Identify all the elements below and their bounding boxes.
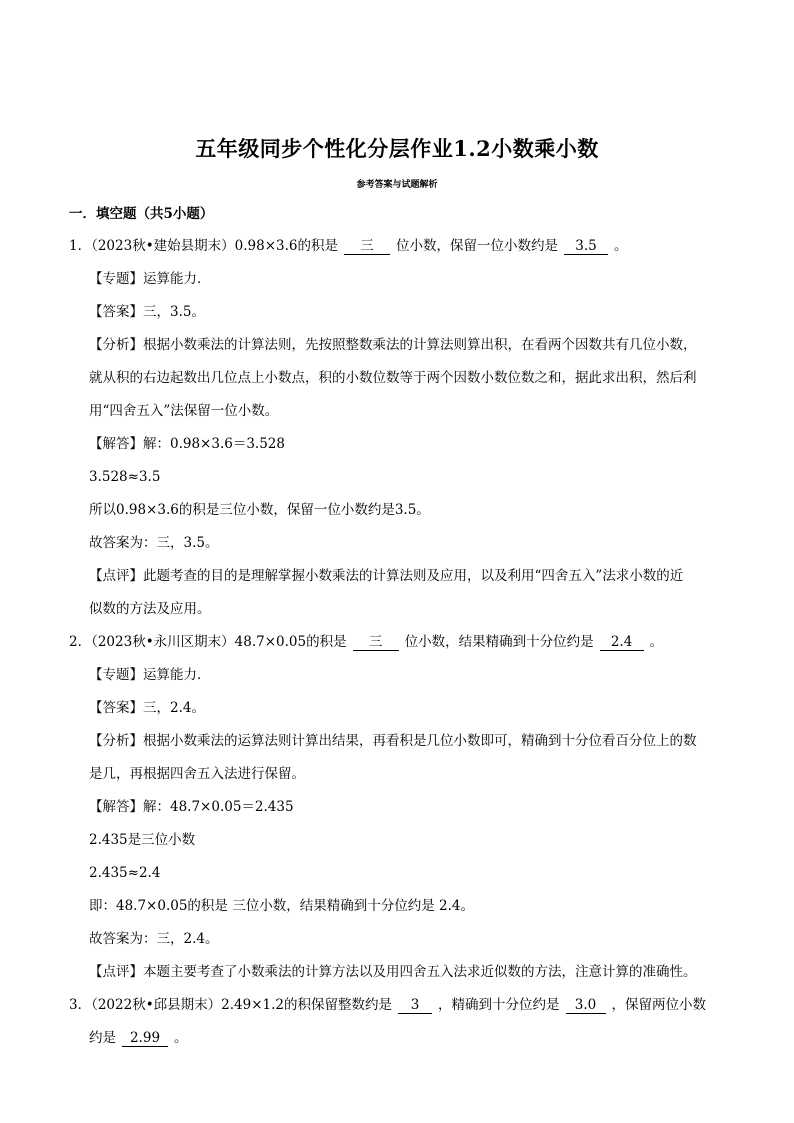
q2-analysis-line-2: 是几，再根据四舍五入法进行保留。	[89, 766, 305, 782]
q2-stem-prefix: 2．（2023秋•永川区期末）48.7×0.05的积是	[69, 634, 347, 650]
q2-analysis-line-1: 【分析】根据小数乘法的运算法则计算出结果，再看积是几位小数即可，精确到十分位看百分位上的数	[89, 733, 697, 749]
q3-blank-3: 2.99	[122, 1030, 168, 1047]
question-1	[69, 236, 628, 256]
q1-stem-prefix: 1．（2023秋•建始县期末）0.98×3.6的积是	[69, 238, 338, 254]
q2-solution-line-4: 即：48.7×0.05的积是 三位小数，结果精确到十分位约是 2.4。	[89, 898, 474, 914]
q1-analysis-line-1: 【分析】根据小数乘法的计算法则，先按照整数乘法的计算法则算出积，在看两个因数共有几位小数，	[89, 337, 697, 353]
q2-blank-2: 2.4	[600, 634, 644, 651]
q2-comment-line-1: 【点评】本题主要考查了小数乘法的计算方法以及用四舍五入法求近似数的方法，注意计算的准确性。	[89, 964, 697, 980]
q1-analysis-line-3: 用“四舍五入”法保留一位小数。	[89, 403, 279, 419]
q1-analysis-line-2: 就从积的右边起数出几位点上小数点，积的小数位数等于两个因数小数位数之和，据此求出积，然后利	[89, 370, 697, 386]
q1-comment-line-2: 似数的方法及应用。	[89, 601, 211, 617]
document-title: 五年级同步个性化分层作业1.2小数乘小数	[195, 136, 599, 161]
q1-solution-line-2: 3.528≈3.5	[89, 469, 161, 485]
q3-stem-prefix: 3．（2022秋•邱县期末）2.49×1.2的积保留整数约是	[69, 997, 392, 1013]
q1-blank-2: 3.5	[564, 238, 608, 255]
section-heading: 一．填空题（共5小题）	[69, 206, 214, 222]
q2-solution-line-2: 2.435是三位小数	[89, 832, 196, 848]
q2-blank-1: 三	[353, 634, 399, 651]
q3-blank-1: 3	[398, 997, 432, 1014]
q3-stem-end: 。	[174, 1030, 188, 1046]
q1-comment-line-1: 【点评】此题考查的目的是理解掌握小数乘法的计算法则及应用，以及利用“四舍五入”法求小数的近	[89, 568, 684, 584]
q1-stem-mid: 位小数，保留一位小数约是	[396, 238, 558, 254]
q2-answer: 【答案】三，2.4。	[89, 700, 205, 716]
q2-stem-end: 。	[649, 634, 664, 650]
q1-stem-end: 。	[614, 238, 628, 254]
q3-line2-prefix: 约是	[89, 1030, 116, 1046]
q1-answer: 【答案】三，3.5。	[89, 304, 205, 320]
q2-solution-line-3: 2.435≈2.4	[89, 865, 161, 881]
q1-solution-line-4: 故答案为：三，3.5。	[89, 535, 219, 551]
q1-solution-line-1: 【解答】解：0.98×3.6＝3.528	[89, 436, 285, 452]
question-3-line-2	[89, 1028, 188, 1048]
document-subtitle: 参考答案与试题解析	[356, 180, 438, 190]
q1-solution-line-3: 所以0.98×3.6的积是三位小数，保留一位小数约是3.5。	[89, 502, 430, 518]
question-2	[69, 632, 663, 652]
q3-blank-2: 3.0	[566, 997, 606, 1014]
question-3	[69, 995, 706, 1015]
q2-solution-line-1: 【解答】解：48.7×0.05＝2.435	[89, 799, 294, 815]
q1-blank-1: 三	[344, 238, 390, 255]
q2-topic: 【专题】运算能力．	[89, 667, 211, 683]
q3-stem-mid-1: ，精确到十分位约是	[438, 997, 560, 1013]
q2-stem-mid: 位小数，结果精确到十分位约是	[404, 634, 594, 650]
q2-solution-line-5: 故答案为：三，2.4。	[89, 931, 219, 947]
q3-stem-mid-2: ，保留两位小数	[611, 997, 706, 1013]
q1-topic: 【专题】运算能力．	[89, 271, 211, 287]
